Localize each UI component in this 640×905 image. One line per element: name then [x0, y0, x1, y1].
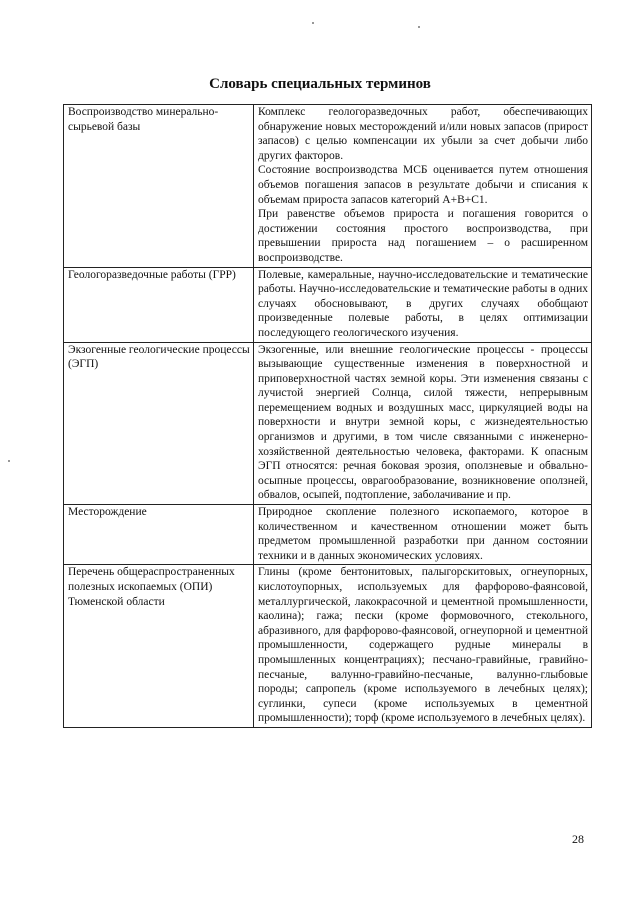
term-cell: Перечень общераспространенных полезных ископаемых (ОПИ) Тюменской области: [64, 565, 254, 728]
scan-speck: [312, 22, 314, 24]
term-cell: Воспроизводство минерально-сырьевой базы: [64, 105, 254, 268]
definition-cell: [254, 267, 592, 342]
scan-speck: [418, 26, 420, 28]
term-cell: Экзогенные геологические процессы (ЭГП): [64, 342, 254, 505]
glossary-table: [63, 104, 592, 728]
page-title: Словарь специальных терминов: [209, 76, 431, 92]
definition-cell: [254, 342, 592, 505]
definition-paragraph: Природное скопление полезного ископаемого, которое в количественном и качественном отношении может быть предметом промышленной разработки при данном состоянии техники и в данных экономических условиях.: [258, 506, 588, 562]
table-row: [64, 565, 592, 728]
definition-cell: [254, 565, 592, 728]
definition-paragraph: Экзогенные, или внешние геологические процессы - процессы вызывающие существенные изменения в поверхностной и приповерхностной частях земной коры. Эти изменения связаны с лучистой энергией Солнца, силой тяжести, непрерывным перемещением водных и воздушных масс, циркуляцией воды на поверхности и внутри земной коры, с жизнедеятельностью организмов и другими, в том числе связанными с инженерно-хозяйственной деятельностью человека, факторами. К опасным ЭГП относятся: речная боковая эрозия, оползневые и обвально-осыпные процессы, оврагообразование, возникновение оползней, обвалов, осыпей, подтопление, заболачивание и пр.: [258, 343, 588, 502]
definition-cell: [254, 505, 592, 565]
table-row: [64, 105, 592, 268]
term-cell: Геологоразведочные работы (ГРР): [64, 267, 254, 342]
page-number: 28: [572, 832, 584, 846]
definition-paragraph: Глины (кроме бентонитовых, палыгорскитовых, огнеупорных, кислотоупорных, используемых для фарфорово-фаянсовой, металлургической, лакокрасочной и цементной промышленности, каолина); гажа; пески (кроме формовочного, стекольного, абразивного, для фарфорово-фаянсовой, огнеупорной и цементной промышленности, содержащего рудные минералы в промышленных концентрациях); песчано-гравийные, гравийно-песчаные, валунно-гравийно-песчаные, валунно-глыбовые породы; сапропель (кроме используемого в лечебных целях); суглинки, супеси (кроме используемых в цементной промышленности); торф (кроме используемого в лечебных целях).: [258, 566, 588, 725]
term-cell: Месторождение: [64, 505, 254, 565]
scan-speck: [8, 460, 10, 462]
definition-cell: [254, 105, 592, 268]
definition-paragraph: Состояние воспроизводства МСБ оценивается путем отношения объемов погашения запасов в результате добычи и списания к объемам прироста запасов категорий А+В+С1.: [258, 164, 588, 206]
definition-paragraph: Полевые, камеральные, научно-исследовательские и тематические работы. Научно-исследовательские и тематические работы в одних случаях обосновывают, в других случаях обобщают произведенные полевые работы, в целях оптимизации последующего геологического изучения.: [258, 268, 588, 339]
definition-paragraph: Комплекс геологоразведочных работ, обеспечивающих обнаружение новых месторождений и/или новых запасов (прирост запасов) с целью компенсации их убыли за счет добычи либо других факторов.: [258, 106, 588, 162]
table-row: [64, 505, 592, 565]
table-row: [64, 342, 592, 505]
definition-paragraph: При равенстве объемов прироста и погашения говорится о достижении состояния простого воспроизводства, при превышении прироста над погашением – о расширенном воспроизводстве.: [258, 208, 588, 264]
table-row: [64, 267, 592, 342]
